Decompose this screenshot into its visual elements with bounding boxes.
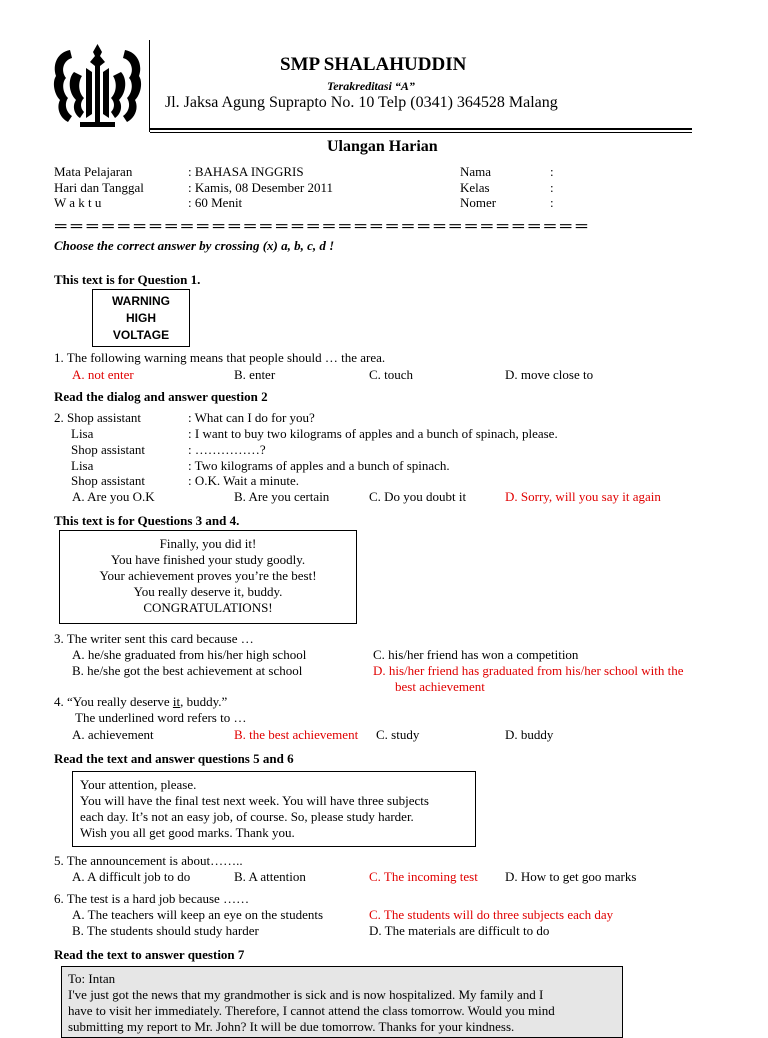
info-label-time: W a k t u <box>54 195 102 210</box>
warning-line-3: VOLTAGE <box>112 328 170 342</box>
school-logo <box>50 42 145 130</box>
letter-line-3: have to visit her immediately. Therefore, I cannot attend the class tomorrow. Would you mind <box>68 1003 555 1018</box>
info-label-class: Kelas <box>460 180 490 195</box>
double-line-separator: ═ ═ ═ ═ ═ ═ ═ ═ ═ ═ ═ ═ ═ ═ ═ ═ ═ ═ ═ ═ ═ ═ ═ ═ ═ ═ ═ ═ ═ ═ ═ ═ ═ ═ <box>55 218 588 235</box>
q4-option-c[interactable]: C. study <box>376 727 420 742</box>
question-1: 1. The following warning means that people should … the area. <box>54 350 386 365</box>
section2-title: Read the dialog and answer question 2 <box>54 389 268 404</box>
warning-sign <box>92 289 190 347</box>
q4-underlined-word: it <box>172 694 181 709</box>
q6-option-b[interactable]: B. The students should study harder <box>72 923 259 938</box>
dialog-speaker-4: Lisa <box>71 458 94 473</box>
q1-option-a[interactable]: A. not enter <box>72 367 134 382</box>
letter-line-4: submitting my report to Mr. John? It will be due tomorrow. Thanks for your kindness. <box>68 1019 515 1034</box>
q4-text-start: 4. “You really deserve <box>54 694 173 709</box>
info-label-date: Hari dan Tanggal <box>54 180 144 195</box>
info-label-number: Nomer <box>460 195 497 210</box>
q4-option-a[interactable]: A. achievement <box>72 727 154 742</box>
q3-option-c[interactable]: C. his/her friend has won a competition <box>373 647 579 662</box>
instruction: Choose the correct answer by crossing (x) a, b, c, d ! <box>54 238 335 253</box>
congratulations-card <box>59 530 357 624</box>
section3-title: This text is for Questions 3 and 4. <box>54 513 240 528</box>
question-5: 5. The announcement is about…….. <box>54 853 243 868</box>
info-label-subject: Mata Pelajaran <box>54 164 133 179</box>
info-value-name: : <box>550 164 554 179</box>
dialog-line-3: : ……………? <box>188 442 266 457</box>
q1-option-b[interactable]: B. enter <box>234 367 276 382</box>
q6-option-a[interactable]: A. The teachers will keep an eye on the students <box>72 907 324 922</box>
header-rule <box>150 128 692 130</box>
q6-option-d[interactable]: D. The materials are difficult to do <box>369 923 550 938</box>
q2-option-a[interactable]: A. Are you O.K <box>72 489 155 504</box>
q4-option-b[interactable]: B. the best achievement <box>234 727 359 742</box>
card-line-3: Your achievement proves you’re the best! <box>99 568 317 583</box>
q5-option-b[interactable]: B. A attention <box>234 869 306 884</box>
section4-title: Read the text and answer questions 5 and 6 <box>54 751 294 766</box>
card-line-5: CONGRATULATIONS! <box>143 600 273 615</box>
header-divider <box>149 40 150 132</box>
q3-option-d-continued: best achievement <box>395 679 485 694</box>
q5-option-a[interactable]: A. A difficult job to do <box>72 869 191 884</box>
q2-option-b[interactable]: B. Are you certain <box>234 489 330 504</box>
announcement-line-3: each day. It’s not an easy job, of course. So, please study harder. <box>80 809 414 824</box>
school-name: SMP SHALAHUDDIN <box>280 54 467 75</box>
school-address: Jl. Jaksa Agung Suprapto No. 10 Telp (0341) 364528 Malang <box>165 94 558 111</box>
card-line-2: You have finished your study goodly. <box>110 552 306 567</box>
question-4-line2: The underlined word refers to … <box>75 710 247 725</box>
letter-line-2: I've just got the news that my grandmother is sick and is now hospitalized. My family and I <box>68 987 544 1002</box>
q2-option-c[interactable]: C. Do you doubt it <box>369 489 467 504</box>
q4-text-end: , buddy.” <box>180 694 228 709</box>
exam-title: Ulangan Harian <box>327 138 438 155</box>
card-line-4: You really deserve it, buddy. <box>133 584 283 599</box>
dialog-speaker-3: Shop assistant <box>71 442 146 457</box>
letter-line-1: To: Intan <box>68 971 116 986</box>
q5-option-c[interactable]: C. The incoming test <box>369 869 478 884</box>
section1-title: This text is for Question 1. <box>54 272 201 287</box>
letter-box <box>61 966 623 1038</box>
question-4 <box>54 694 227 710</box>
dialog-line-5: : O.K. Wait a minute. <box>188 473 300 488</box>
dialog-speaker-2: Lisa <box>71 426 94 441</box>
q6-option-c[interactable]: C. The students will do three subjects each day <box>369 907 614 922</box>
info-label-name: Nama <box>460 164 492 179</box>
dialog-speaker-1: 2. Shop assistant <box>54 410 142 425</box>
q1-option-c[interactable]: C. touch <box>369 367 414 382</box>
q3-option-d[interactable]: D. his/her friend has graduated from his/her school with the <box>373 663 684 678</box>
q4-option-d[interactable]: D. buddy <box>505 727 554 742</box>
announcement-line-1: Your attention, please. <box>80 777 197 792</box>
q2-option-d[interactable]: D. Sorry, will you say it again <box>505 489 661 504</box>
q3-option-b[interactable]: B. he/she got the best achievement at school <box>72 663 303 678</box>
info-value-time: : 60 Menit <box>188 195 243 210</box>
q5-option-d[interactable]: D. How to get goo marks <box>505 869 637 884</box>
warning-line-1: WARNING <box>112 294 170 308</box>
dialog-speaker-5: Shop assistant <box>71 473 146 488</box>
question-3: 3. The writer sent this card because … <box>54 631 254 646</box>
card-line-1: Finally, you did it! <box>159 536 257 551</box>
warning-line-2: HIGH <box>126 311 156 325</box>
info-value-subject: : BAHASA INGGRIS <box>188 164 304 179</box>
info-value-number: : <box>550 195 554 210</box>
announcement-line-4: Wish you all get good marks. Thank you. <box>80 825 295 840</box>
q1-option-d[interactable]: D. move close to <box>505 367 594 382</box>
announcement-box <box>72 771 476 847</box>
accreditation: Terakreditasi “A” <box>327 79 415 93</box>
info-value-class: : <box>550 180 554 195</box>
section5-title: Read the text to answer question 7 <box>54 947 245 962</box>
dialog-line-2: : I want to buy two kilograms of apples and a bunch of spinach, please. <box>188 426 558 441</box>
q3-option-a[interactable]: A. he/she graduated from his/her high school <box>72 647 307 662</box>
dialog-line-1: : What can I do for you? <box>188 410 315 425</box>
dialog-line-4: : Two kilograms of apples and a bunch of spinach. <box>188 458 450 473</box>
question-6: 6. The test is a hard job because …… <box>54 891 250 906</box>
info-value-date: : Kamis, 08 Desember 2011 <box>188 180 334 195</box>
header-rule-thin <box>150 132 692 133</box>
announcement-line-2: You will have the final test next week. You will have three subjects <box>80 793 429 808</box>
